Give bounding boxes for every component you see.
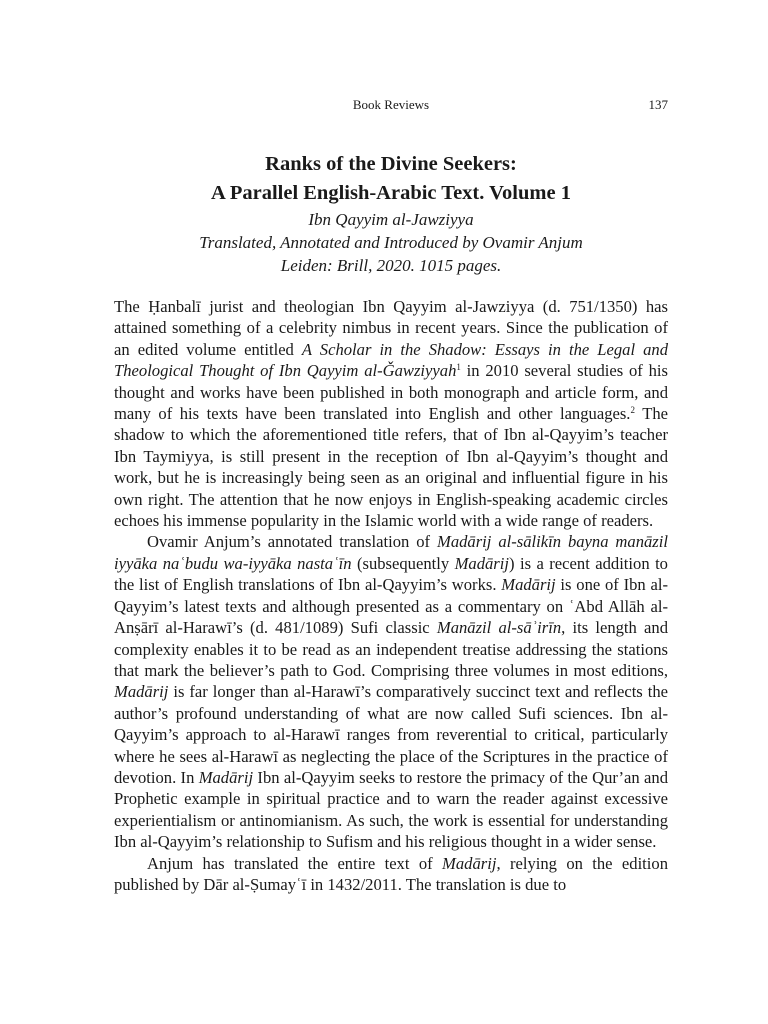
book-title-line-1: Ranks of the Divine Seekers: [265, 153, 517, 175]
paragraph [114, 296, 668, 531]
italic-text: Madārij [198, 767, 254, 787]
review-body [114, 296, 668, 895]
paragraph [114, 853, 668, 896]
text-run: Ibn al-Qayyim seeks to restore the primacy of the Qur’an and Prophetic example in spiritual practice and to warn the reader against excessive experientialism or antinomianism. As such, the work is essential for understanding Ibn al-Qayyim’s relationship to Sufism and his religious thought in a wider sense. [114, 767, 668, 852]
footnote-ref: 2 [630, 405, 635, 416]
italic-text: Madārij al-sālikīn bayna manāzil iyyāka naʿbudu wa-iyyāka nastaʿīn [114, 532, 668, 573]
text-run: (subsequently [351, 553, 455, 573]
text-run: is far longer than al-Harawī’s comparatively succinct text and reflects the author’s profound understanding of what are now called Sufi sciences. Ibn al-Qayyim’s approach to al-Harawī ranges from reverential to critical, particularly where he sees al-Harawī as neglecting the place of the Scriptures in the practice of devotion. In [114, 682, 668, 787]
footnote-ref: 1 [456, 362, 461, 373]
text-run: The Ḥanbalī jurist and theologian Ibn Qayyim al-Jawziyya (d. 751/1350) has attained something of a celebrity nimbus in recent years. Since the publication of an edited volume entitled [114, 297, 668, 359]
text-run: Anjum has translated the entire text of [147, 853, 443, 873]
italic-text: Madārij [114, 682, 169, 702]
review-header [114, 150, 668, 277]
italic-text: Madārij [501, 575, 556, 595]
text-run: Ovamir Anjum’s annotated translation of [147, 532, 437, 552]
italic-text: Manāzil al-sāʾirīn [436, 618, 562, 638]
italic-text: Madārij [454, 553, 509, 573]
book-publication: Leiden: Brill, 2020. 1015 pages. [280, 256, 502, 275]
text-run: The shadow to which the aforementioned title refers, that of Ibn al-Qayyim’s teacher Ibn Taymiyya, is still present in the reception of Ibn al-Qayyim’s thought and work, but he is increasingly being seen as an original and influential figure in his own right. The attention that he now enjoys in English-speaking academic circles echoes his immense popularity in the Islamic world with a wide range of readers. [114, 404, 668, 531]
book-author: Ibn Qayyim al-Jawziyya [308, 210, 474, 229]
text-run: is one of Ibn al-Qayyim’s latest texts and although presented as a commentary on ʿAbd Allāh al-Anṣārī al-Harawī’s (d. 481/1089) Sufi classic [114, 575, 668, 638]
page-number: 137 [648, 97, 668, 112]
text-run: , relying on the edition published by Dār al-Ṣumayʿī in 1432/2011. The translation is due to [114, 853, 668, 894]
italic-text: A Scholar in the Shadow: Essays in the Legal and Theological Thought of Ibn Qayyim al-Ǧawziyyah [114, 339, 669, 381]
running-head-title: Book Reviews [352, 97, 430, 112]
text-run: , its length and complexity enables it to be read as an independent treatise addressing the stations that mark the believer’s path to God. Comprising three volumes in most editions, [114, 618, 668, 680]
italic-text: Madārij [442, 853, 497, 873]
text-run: in 2010 several studies of his thought and works have been published in both monograph and article form, and many of his texts have been translated into English and other languages. [114, 361, 668, 424]
paragraph [114, 531, 668, 852]
book-title-line-2: A Parallel English-Arabic Text. Volume 1 [211, 182, 571, 204]
book-title [114, 150, 668, 208]
book-translator: Translated, Annotated and Introduced by Ovamir Anjum [199, 233, 583, 252]
text-run: ) is a recent addition to the list of English translations of Ibn al-Qayyim’s works. [114, 553, 668, 595]
